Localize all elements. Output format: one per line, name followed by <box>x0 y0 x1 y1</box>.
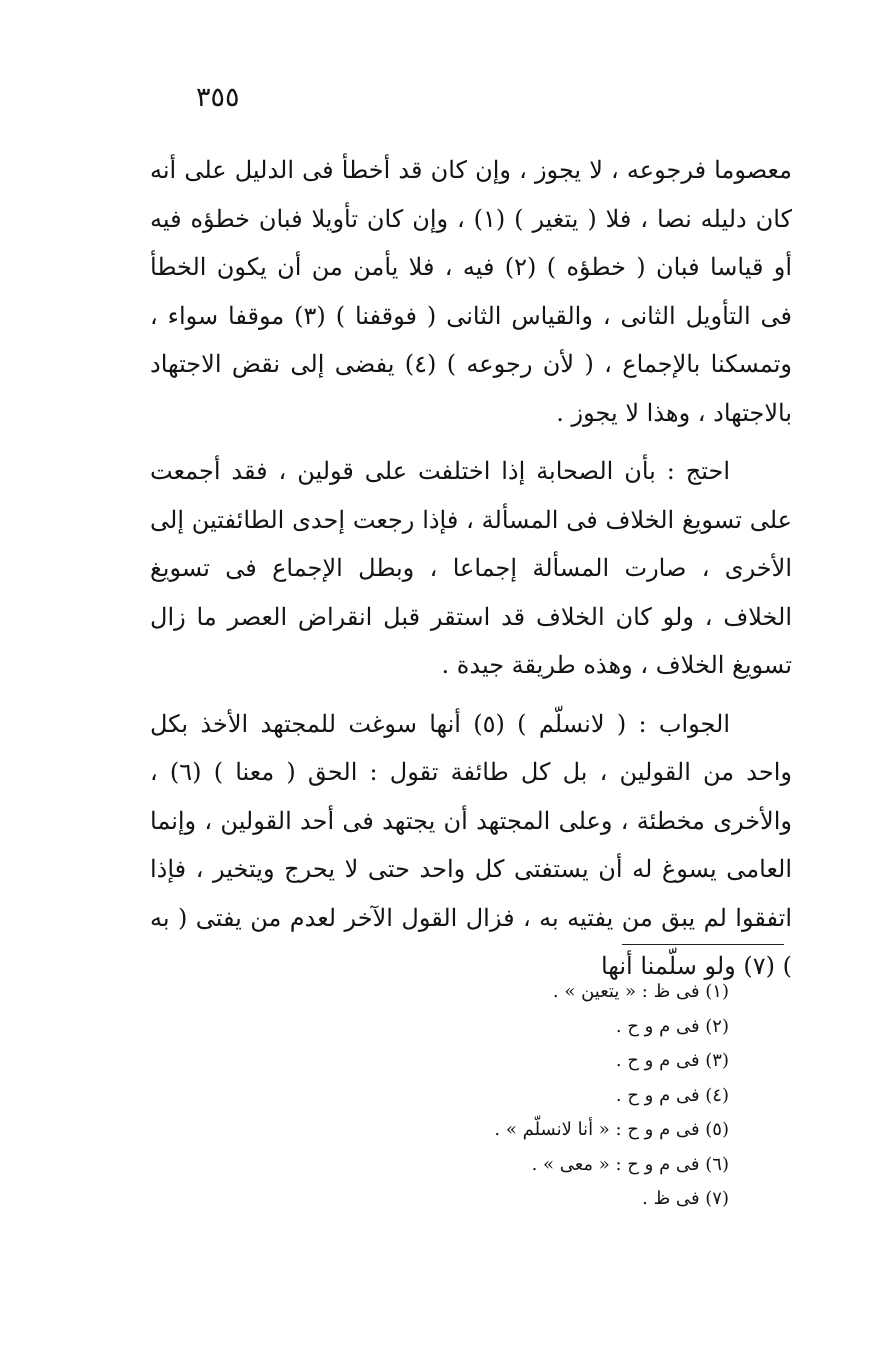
footnote: (٥) فى م و ح : « أنا لانسلّم » . <box>494 1119 729 1140</box>
footnote-separator <box>622 944 784 945</box>
main-text <box>150 146 792 1001</box>
paragraph: احتج : بأن الصحابة إذا اختلفت على قولين ، فقد أجمعت على تسويغ الخلاف فى المسألة ، فإذا رجعت إحدى الطائفتين إلى الأخرى ، صارت المسألة إجماعا ، وبطل الإجماع فى تسويغ الخلاف ، ولو كان الخلاف قد استقر قبل انقراض العصر ما زال تسويغ الخلاف ، وهذه طريقة جيدة . <box>150 457 792 679</box>
footnote: (٦) فى م و ح : « معى » . <box>531 1153 729 1175</box>
footnote: (٣) فى م و ح . <box>615 1050 729 1071</box>
footnote: (٤) فى م و ح . <box>615 1084 729 1106</box>
paragraph: معصوما فرجوعه ، لا يجوز ، وإن كان قد أخطأ فى الدليل على أنه كان دليله نصا ، فلا ( يتغير ) (١) ، وإن كان تأويلا فبان خطؤه فيه أو قياسا فبان ( خطؤه ) (٢) فيه ، فلا يأمن من أن يكون الخطأ فى التأويل الثانى ، والقياس الثانى ( فوقفنا ) (٣) موقفا سواء ، وتمسكنا بالإجماع ، ( لأن رجوعه ) (٤) يفضى إلى نقض الاجتهاد بالاجتهاد ، وهذا لا يجوز . <box>150 156 793 427</box>
paragraph: الجواب : ( لانسلّم ) (٥) أنها سوغت للمجتهد الأخذ بكل واحد من القولين ، بل كل طائفة تقول : الحق ( معنا ) (٦) ، والأخرى مخطئة ، وعلى المجتهد أن يجتهد فى أحد القولين ، وإنما العامى يسوغ له أن يستفتى كل واحد حتى لا يحرج ويتخير ، فإذا اتفقوا لم يبق من يفتيه به ، فزال القول الآخر لعدم من يفتى ( به ) (٧) ولو سلّمنا أنها <box>150 709 792 980</box>
footnotes <box>329 975 729 1217</box>
footnote: (١) فى ظ : « يتعين » . <box>552 981 729 1002</box>
footnote: (٢) فى م و ح . <box>615 1015 729 1037</box>
page-number: ٣٥٥ <box>196 82 240 113</box>
footnote: (٧) فى ظ . <box>642 1188 729 1209</box>
